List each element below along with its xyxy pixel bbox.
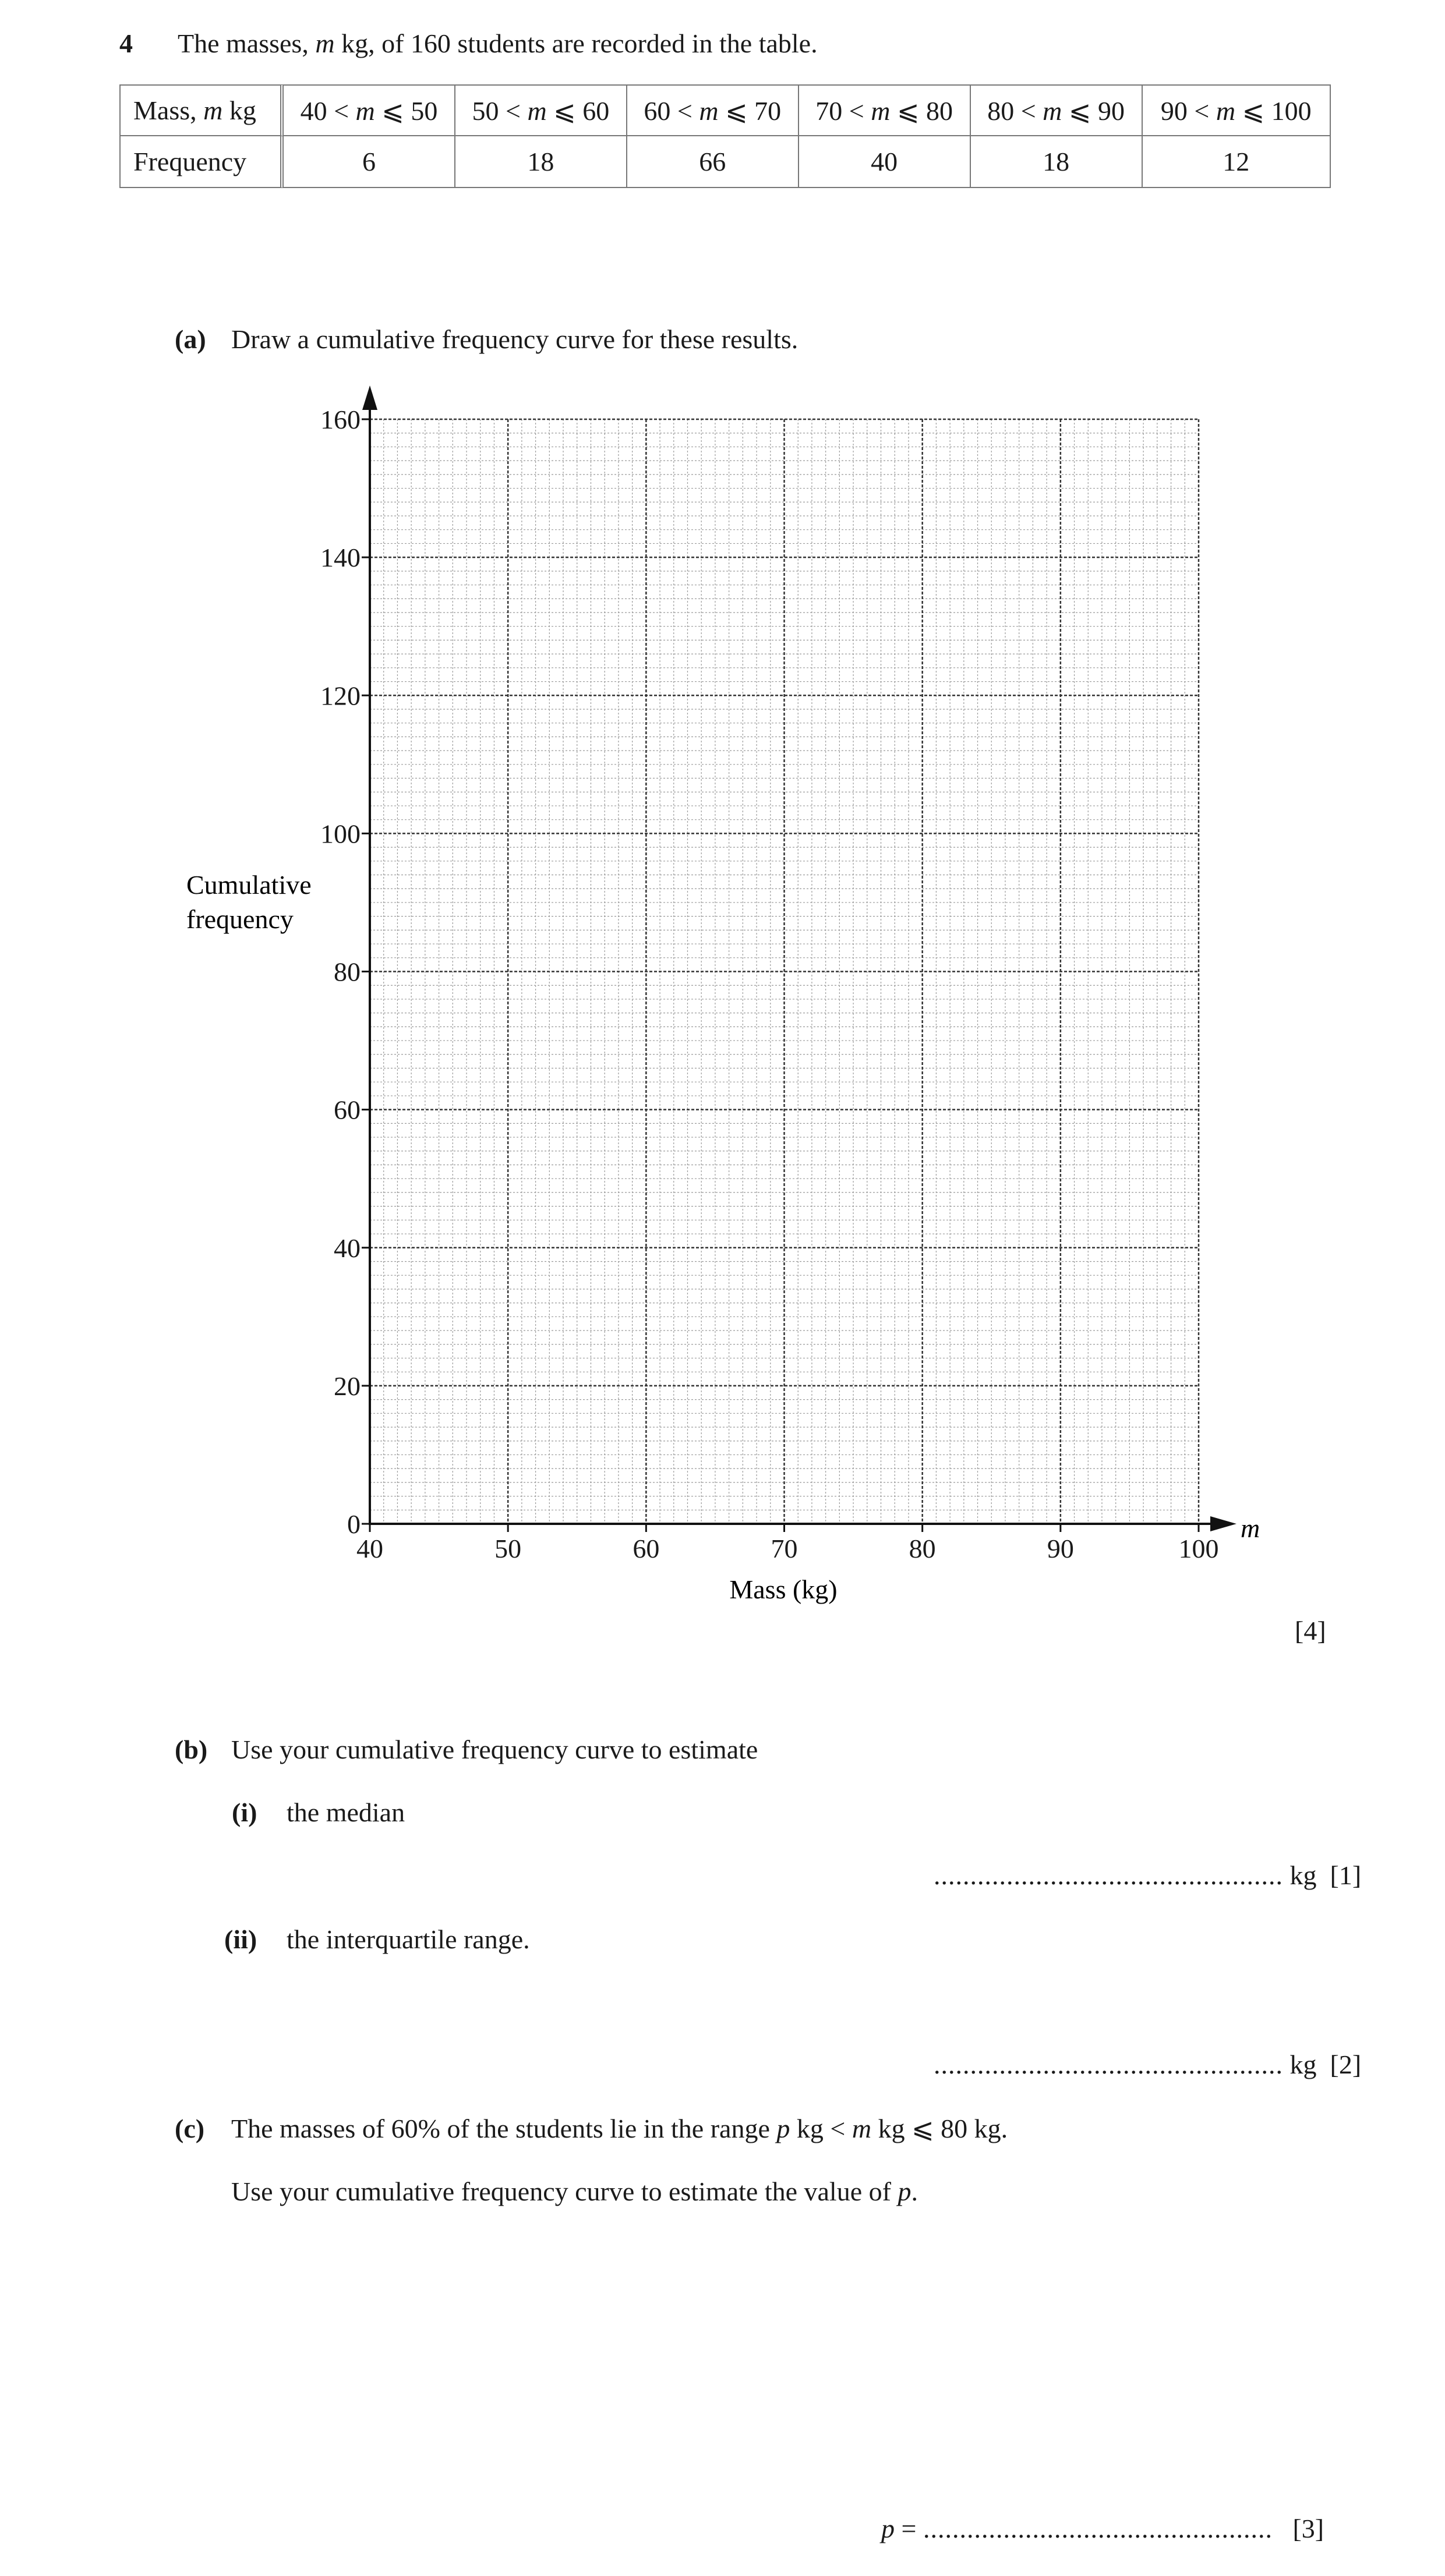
- frequency-header-cell: Frequency: [119, 136, 284, 188]
- intro-after: kg, of 160 students are recorded in the table.: [334, 29, 818, 58]
- interval-hi: 60: [582, 95, 610, 126]
- part-a-text: Draw a cumulative frequency curve for these results.: [231, 324, 799, 354]
- interval-hi: 80: [926, 95, 953, 126]
- x-axis-arrowhead: [1210, 1516, 1236, 1531]
- le-sign: ⩽: [890, 95, 927, 126]
- interval-lo: 50: [472, 95, 499, 126]
- interval-var: m: [871, 95, 891, 126]
- x-tick-label: 80: [909, 1534, 936, 1563]
- frequency-cell: 18: [455, 136, 627, 188]
- median-answer-line[interactable]: [934, 1862, 1361, 1889]
- answer-marks: [2]: [1330, 2050, 1362, 2079]
- le-sign: ⩽: [1235, 95, 1271, 126]
- y-axis-label-line1: Cumulative: [186, 870, 312, 900]
- interval-var: m: [1216, 95, 1236, 126]
- x-tick-label: 70: [771, 1534, 798, 1563]
- iqr-answer-line[interactable]: [934, 2051, 1361, 2078]
- interval-var: m: [355, 95, 375, 126]
- answer-dots: ................................................: [934, 1860, 1283, 1890]
- range-after: kg ⩽ 80 kg.: [871, 2114, 1008, 2143]
- range-var-p: p: [776, 2114, 790, 2143]
- mass-label-suffix: kg: [222, 95, 256, 125]
- part-c-label: (c): [175, 2114, 205, 2143]
- p-answer-line[interactable]: [881, 2515, 1324, 2542]
- interval-hi: 50: [411, 95, 438, 126]
- le-sign: ⩽: [1062, 95, 1098, 126]
- frequency-cell: 6: [284, 136, 455, 188]
- tick-labels: [320, 405, 1219, 1563]
- part-c-text2-var: p: [898, 2177, 911, 2206]
- frequency-cell: 12: [1143, 136, 1331, 188]
- part-c-text: [231, 2115, 1008, 2142]
- y-axis-label-line2: frequency: [186, 904, 294, 934]
- interval-lo: 90: [1160, 95, 1188, 126]
- y-tick-label: 80: [334, 957, 361, 987]
- answer-unit: kg: [1289, 1860, 1317, 1890]
- le-sign: ⩽: [375, 95, 411, 126]
- y-tick-label: 60: [334, 1095, 361, 1125]
- y-tick-label: 0: [347, 1509, 361, 1539]
- intro-before: The masses,: [178, 29, 316, 58]
- intro-var: m: [315, 29, 335, 58]
- y-axis-arrowhead: [362, 385, 377, 410]
- x-tick-label: 50: [494, 1534, 522, 1563]
- interval-hi: 70: [754, 95, 782, 126]
- interval-var: m: [527, 95, 547, 126]
- interval-var: m: [699, 95, 719, 126]
- x-tick-label: 100: [1178, 1534, 1219, 1563]
- answer-var-p: p: [881, 2514, 895, 2543]
- le-sign: ⩽: [718, 95, 755, 126]
- lt-sign: <: [842, 95, 871, 126]
- interval-hi: 90: [1097, 95, 1125, 126]
- interval-lo: 80: [987, 95, 1015, 126]
- part-b-ii-label: (ii): [224, 1924, 257, 1954]
- x-tick-label: 90: [1047, 1534, 1074, 1563]
- frequency-cell: 40: [799, 136, 971, 188]
- part-b-text: Use your cumulative frequency curve to estimate: [231, 1735, 758, 1764]
- y-tick-label: 140: [320, 543, 361, 573]
- le-sign: ⩽: [546, 95, 583, 126]
- answer-unit: kg: [1289, 2050, 1317, 2079]
- part-c-text2-after: .: [911, 2177, 918, 2206]
- lt-sign: <: [1187, 95, 1216, 126]
- y-tick-label: 160: [320, 405, 361, 434]
- part-b-ii-text: the interquartile range.: [287, 1924, 530, 1954]
- lt-sign: <: [499, 95, 528, 126]
- interval-lo: 70: [815, 95, 843, 126]
- interval-hi: 100: [1271, 95, 1312, 126]
- lt-sign: <: [670, 95, 699, 126]
- part-c-text2: [231, 2178, 918, 2205]
- part-a-label: (a): [175, 324, 206, 354]
- answer-dots: ................................................: [934, 2050, 1283, 2079]
- x-axis-label: Mass (kg): [729, 1574, 838, 1604]
- part-a-marks: [4]: [1295, 1616, 1326, 1646]
- interval-var: m: [1043, 95, 1062, 126]
- x-tick-label: 60: [633, 1534, 660, 1563]
- question-number: 4: [119, 29, 133, 58]
- part-b-i-label: (i): [232, 1797, 257, 1827]
- y-tick-label: 100: [320, 819, 361, 849]
- lt-sign: <: [327, 95, 356, 126]
- answer-dots: ................................................: [923, 2514, 1273, 2543]
- frequency-cell: 18: [971, 136, 1143, 188]
- x-axis-variable: m: [1241, 1513, 1260, 1543]
- frequency-cell: 66: [627, 136, 799, 188]
- mass-label-prefix: Mass,: [133, 95, 204, 125]
- x-tick-label: 40: [356, 1534, 383, 1563]
- range-var-m: m: [852, 2114, 872, 2143]
- interval-lo: 40: [300, 95, 327, 126]
- y-tick-label: 120: [320, 681, 361, 711]
- y-tick-label: 20: [334, 1371, 361, 1401]
- interval-lo: 60: [644, 95, 671, 126]
- part-c-text-before: The masses of 60% of the students lie in the range: [231, 2114, 777, 2143]
- part-b-i-text: the median: [287, 1797, 405, 1827]
- y-tick-label: 40: [334, 1233, 361, 1263]
- part-c-text2-before: Use your cumulative frequency curve to estimate the value of: [231, 2177, 898, 2206]
- mass-label-var: m: [203, 95, 223, 125]
- answer-marks: [3]: [1292, 2514, 1324, 2543]
- answer-eq: =: [895, 2514, 923, 2543]
- lt-sign: <: [1014, 95, 1043, 126]
- range-mid: kg <: [790, 2114, 852, 2143]
- part-b-label: (b): [175, 1735, 208, 1764]
- answer-marks: [1]: [1330, 1860, 1362, 1890]
